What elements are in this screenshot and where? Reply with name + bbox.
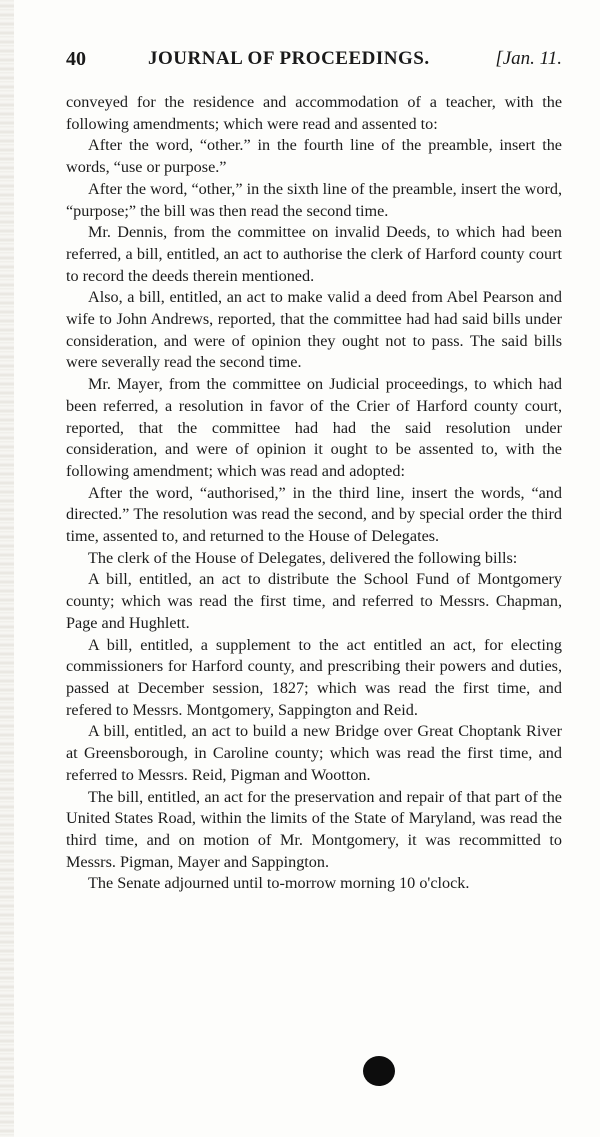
journal-body [66, 92, 562, 895]
paragraph: After the word, “other,” in the sixth line of the preamble, insert the word, “purpose;” the bill was then read the second time. [66, 179, 562, 220]
paragraph: A bill, entitled, an act to distribute the School Fund of Montgomery county; which was read the first time, and referred to Messrs. Chapman, Page and Hughlett. [66, 570, 562, 632]
paragraph: Mr. Mayer, from the committee on Judicial proceedings, to which had been referred, a resolution in favor of the Crier of Harford county court, reported, that the committee had had the said resolution under consideration, and were of opinion it ought to be assented to, with the following amendment; which was read and adopted: [66, 375, 562, 480]
paragraph: The Senate adjourned until to-morrow morning 10 o'clock. [88, 874, 470, 893]
page-header [66, 48, 562, 74]
paragraph: The bill, entitled, an act for the preservation and repair of that part of the United States Road, within the limits of the State of Maryland, was read the third time, and on motion of Mr. Montgomery, it was recommitted to Messrs. Pigman, Mayer and Sappington. [66, 787, 562, 871]
header-date: [Jan. 11. [495, 48, 562, 69]
paragraph: Mr. Dennis, from the committee on invalid Deeds, to which had been referred, a bill, entitled, an act to authorise the clerk of Harford county court to record the deeds therein mentioned. [66, 223, 562, 285]
paragraph: A bill, entitled, a supplement to the act entitled an act, for electing commissioners for Harford county, and prescribing their powers and duties, passed at December session, 1827; which was read the first time, and refered to Messrs. Montgomery, Sappington and Reid. [66, 635, 562, 719]
paragraph: The clerk of the House of Delegates, delivered the following bills: [88, 548, 518, 567]
paragraph: After the word, “authorised,” in the third line, insert the words, “and directed.” The resolution was read the second, and by special order the third time, assented to, and returned to the House of Delegates. [66, 483, 562, 546]
page-number: 40 [66, 48, 86, 70]
page-edge [0, 0, 14, 1137]
paragraph: A bill, entitled, an act to build a new Bridge over Great Choptank River at Greensborough, in Caroline county; which was read the first time, and referred to Messrs. Reid, Pigman and Wootton. [66, 722, 562, 784]
ink-blot [363, 1056, 395, 1086]
paragraph: Also, a bill, entitled, an act to make valid a deed from Abel Pearson and wife to John Andrews, reported, that the committee had had said bills under consideration, and were of opinion they ought not to pass. The said bills were severally read the second time. [66, 288, 562, 372]
running-title: JOURNAL OF PROCEEDINGS. [148, 48, 430, 69]
paragraph: After the word, “other.” in the fourth line of the preamble, insert the words, “use or purpose.” [66, 136, 562, 177]
paragraph: conveyed for the residence and accommodation of a teacher, with the following amendments; which were read and assented to: [66, 93, 562, 133]
